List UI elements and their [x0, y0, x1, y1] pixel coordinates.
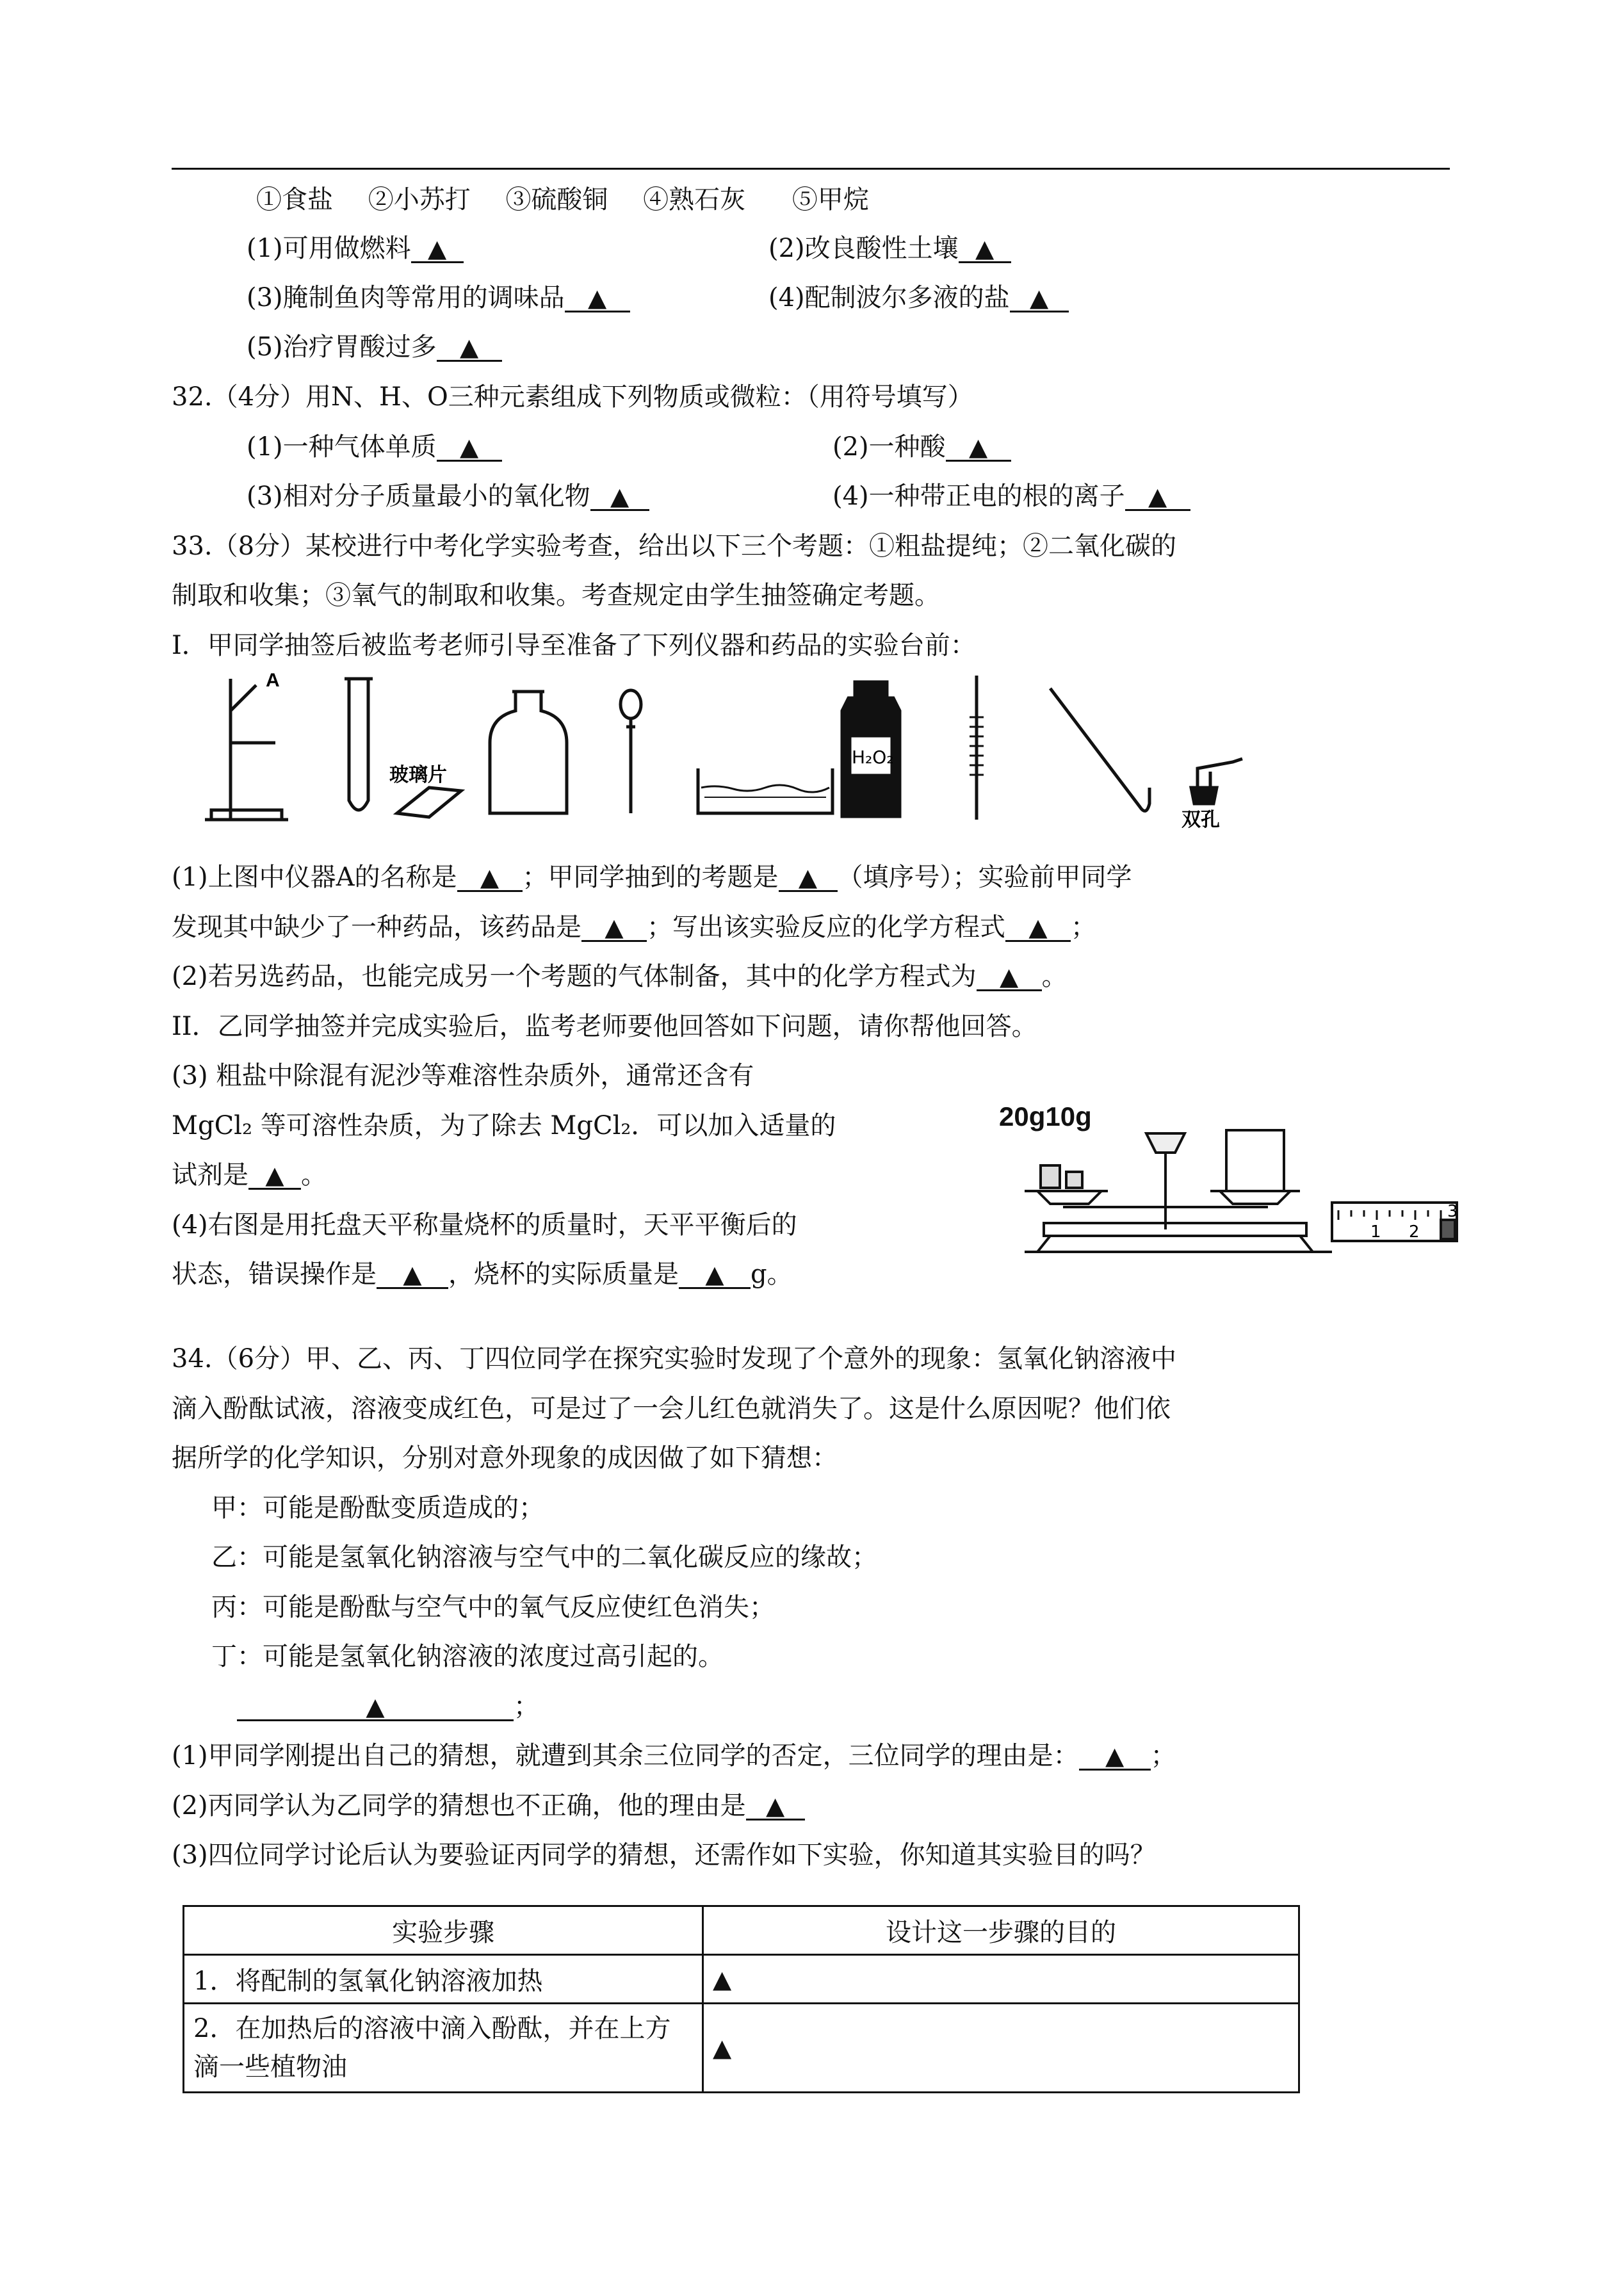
- experiment-table: [183, 1905, 1300, 2093]
- answer-blank[interactable]: ▲: [437, 334, 502, 362]
- q33-q3-line3: 试剂是 ▲ 。: [172, 1160, 327, 1190]
- q33-stem-1: 33.（8分）某校进行中考化学实验考查，给出以下三个考题：①粗盐提纯；②二氧化碳的: [172, 531, 1177, 561]
- q34-q2: (2)丙同学认为乙同学的猜想也不正确，他的理由是 ▲: [172, 1793, 805, 1821]
- option-3: ③硫酸铜: [505, 185, 608, 215]
- iron-stand-icon: [205, 679, 288, 820]
- balance-figure: [999, 1101, 1460, 1268]
- q34-line-3: 据所学的化学知识，分别对意外现象的成因做了如下猜想：: [172, 1443, 838, 1473]
- q34-guess-ding: 丁：可能是氢氧化钠溶液的浓度过高引起的。: [211, 1642, 724, 1671]
- q33-q1-line2: 发现其中缺少了一种药品，该药品是 ▲ ；写出该实验反应的化学方程式 ▲ ；: [172, 912, 1096, 942]
- q33-q4-line1: (4)右图是用托盘天平称量烧杯的质量时，天平平衡后的: [172, 1210, 797, 1240]
- answer-blank[interactable]: ▲: [946, 434, 1011, 462]
- answer-blank[interactable]: ▲: [1079, 1743, 1151, 1771]
- q33-part-2: II．乙同学抽签并完成实验后，监考老师要他回答如下问题，请你帮他回答。: [172, 1012, 1037, 1041]
- bent-tube-icon: [1050, 688, 1149, 811]
- option-2: ②小苏打: [368, 185, 471, 215]
- q31-item-4: (4)配制波尔多液的盐 ▲: [768, 285, 1069, 312]
- answer-blank[interactable]: ▲: [248, 1162, 301, 1190]
- answer-blank[interactable]: ▲: [565, 285, 630, 312]
- q32-item-2: (2)一种酸 ▲: [832, 434, 1011, 462]
- answer-blank[interactable]: ▲: [377, 1261, 448, 1289]
- label-glass-slide: 玻璃片: [389, 764, 447, 786]
- option-1: ①食盐: [256, 185, 333, 215]
- answer-blank[interactable]: ▲: [411, 236, 464, 263]
- q32-stem: 32.（4分）用N、H、O三种元素组成下列物质或微粒：（用符号填写）: [172, 382, 973, 412]
- trough-icon: [698, 768, 832, 813]
- q34-line-1: 34.（6分）甲、乙、丙、丁四位同学在探究实验时发现了个意外的现象：氢氧化钠溶液中: [172, 1344, 1177, 1374]
- answer-blank[interactable]: ▲: [746, 1793, 805, 1821]
- dropper-icon: [621, 690, 641, 813]
- answer-blank[interactable]: ▲: [590, 483, 649, 511]
- scale-tick-2: 2: [1409, 1222, 1420, 1242]
- q32-item-1: (1)一种气体单质 ▲: [247, 434, 502, 462]
- table-row: [184, 2004, 1299, 2093]
- glass-slide-icon: [397, 788, 461, 817]
- answer-blank[interactable]: ▲: [237, 1694, 514, 1721]
- label-a: A: [266, 670, 280, 691]
- q34-guess-yi: 乙：可能是氢氧化钠溶液与空气中的二氧化碳反应的缘故；: [211, 1543, 877, 1572]
- label-double-hole: 双孔: [1181, 809, 1220, 831]
- header-rule: [172, 168, 1450, 170]
- table-header-step: 实验步骤: [184, 1906, 703, 1955]
- balance-icon: [999, 1127, 1460, 1268]
- table-row: [184, 1955, 1299, 2004]
- q31-item-1: (1)可用做燃料 ▲: [247, 236, 464, 263]
- q32-item-4: (4)一种带正电的根的离子 ▲: [832, 483, 1190, 511]
- q33-q4-line2: 状态，错误操作是 ▲ ，烧杯的实际质量是 ▲ g。: [172, 1260, 793, 1289]
- answer-blank[interactable]: ▲: [679, 1261, 751, 1289]
- q34-q3: (3)四位同学讨论后认为要验证丙同学的猜想，还需作如下实验，你知道其实验目的吗？: [172, 1840, 1156, 1870]
- answer-blank[interactable]: ▲: [1005, 914, 1071, 942]
- label-h2o2: H₂O₂: [852, 747, 894, 768]
- table-cell-step: 1．将配制的氢氧化钠溶液加热: [184, 1955, 703, 2004]
- q33-stem-2: 制取和收集；③氧气的制取和收集。考查规定由学生抽签确定考题。: [172, 581, 940, 610]
- q33-q2: (2)若另选药品，也能完成另一个考题的气体制备，其中的化学方程式为 ▲ 。: [172, 962, 1068, 991]
- answer-blank[interactable]: ▲: [779, 864, 838, 892]
- q32-item-3: (3)相对分子质量最小的氧化物 ▲: [247, 483, 649, 511]
- q33-q1-line1: (1)上图中仪器A的名称是 ▲ ；甲同学抽到的考题是 ▲ （填序号）；实验前甲同学: [172, 863, 1132, 892]
- table-cell-step: 2．在加热后的溶液中滴入酚酞，并在上方滴一些植物油: [184, 2004, 703, 2093]
- scale-tick-3: 3: [1447, 1202, 1458, 1221]
- weights-label: 20g10g: [999, 1101, 1092, 1131]
- q34-line-2: 滴入酚酞试液，溶液变成红色，可是过了一会儿红色就消失了。这是什么原因呢？他们依: [172, 1394, 1171, 1423]
- q34-guess-blank: ▲ ；: [237, 1694, 539, 1721]
- answer-blank[interactable]: ▲: [1125, 483, 1190, 511]
- option-4: ④熟石灰: [643, 185, 746, 215]
- test-tube-brush-icon: [970, 676, 984, 820]
- apparatus-figure: [192, 666, 1281, 832]
- table-cell-purpose[interactable]: ▲: [703, 1955, 1299, 2004]
- double-hole-stopper-icon: [1191, 759, 1242, 804]
- scale-tick-1: 1: [1370, 1222, 1381, 1242]
- table-header-purpose: 设计这一步骤的目的: [703, 1906, 1299, 1955]
- q31-item-5: (5)治疗胃酸过多 ▲: [247, 334, 502, 362]
- test-tube-icon: [345, 679, 373, 810]
- answer-blank[interactable]: ▲: [1010, 285, 1069, 312]
- answer-blank[interactable]: ▲: [581, 914, 647, 942]
- q34-guess-jia: 甲：可能是酚酞变质造成的；: [211, 1493, 544, 1523]
- q31-options: [256, 187, 869, 213]
- table-header-row: [184, 1906, 1299, 1955]
- answer-blank[interactable]: ▲: [437, 434, 502, 462]
- q31-item-2: (2)改良酸性土壤 ▲: [768, 236, 1011, 263]
- q33-part-1: I．甲同学抽签后被监考老师引导至准备了下列仪器和药品的实验台前：: [172, 631, 976, 660]
- q34-q1: (1)甲同学刚提出自己的猜想，就遭到其余三位同学的否定，三位同学的理由是： ▲ ；: [172, 1741, 1176, 1771]
- q33-q3-line1: (3) 粗盐中除混有泥沙等难溶性杂质外，通常还含有: [172, 1061, 754, 1091]
- q31-item-3: (3)腌制鱼肉等常用的调味品 ▲: [247, 285, 630, 312]
- table-cell-purpose[interactable]: ▲: [703, 2004, 1299, 2093]
- q33-q3-line2: MgCl₂ 等可溶性杂质，为了除去 MgCl₂．可以加入适量的: [172, 1111, 836, 1140]
- gas-jar-icon: [490, 692, 567, 813]
- answer-blank[interactable]: ▲: [457, 864, 523, 892]
- answer-blank[interactable]: ▲: [959, 236, 1011, 263]
- q34-guess-bing: 丙：可能是酚酞与空气中的氧气反应使红色消失；: [211, 1593, 775, 1622]
- option-5: ⑤甲烷: [792, 185, 869, 215]
- answer-blank[interactable]: ▲: [977, 964, 1042, 991]
